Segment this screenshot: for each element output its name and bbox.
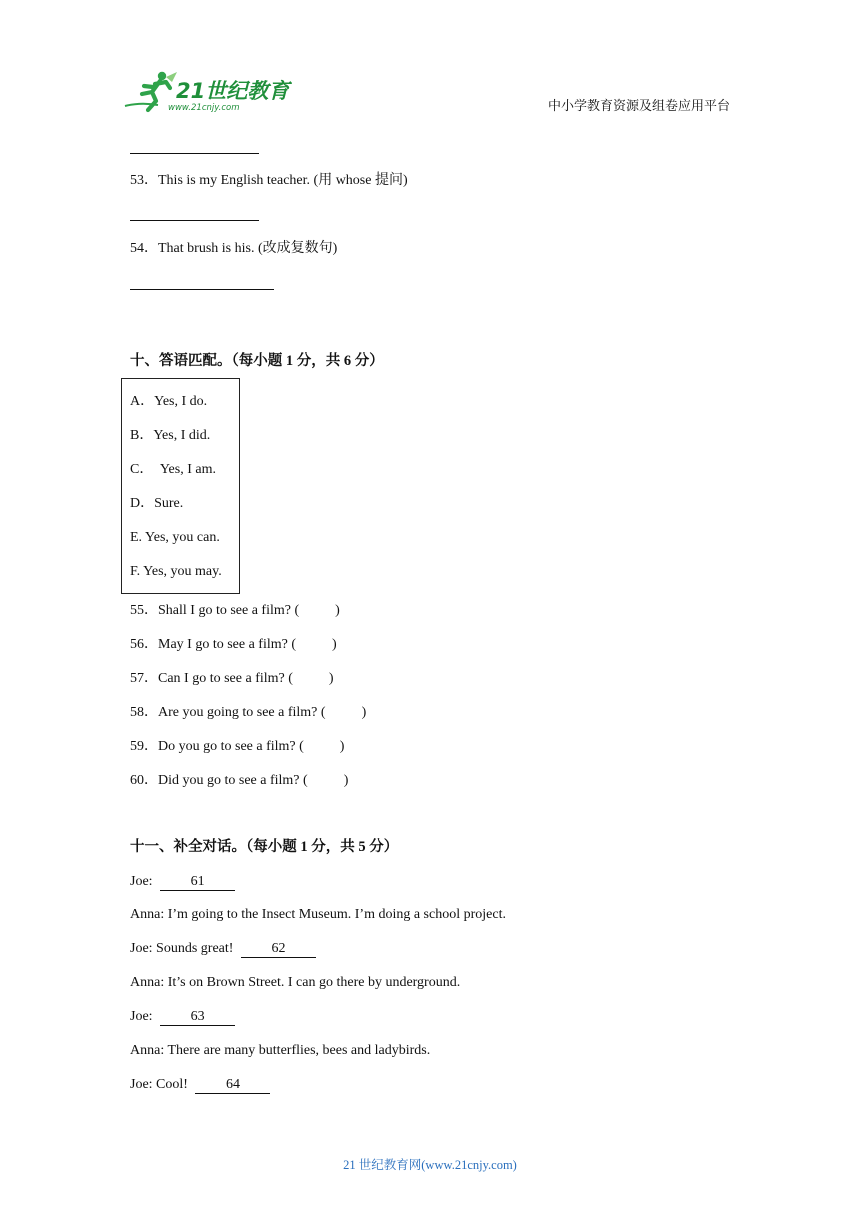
- question-55: [130, 602, 340, 620]
- close-paren: ): [328, 671, 334, 686]
- option-e: E. Yes, you can.: [130, 530, 220, 545]
- option-f: F. Yes, you may.: [130, 564, 222, 579]
- question-60: [130, 772, 348, 790]
- dialogue-line: [130, 873, 235, 891]
- question-53: [130, 172, 408, 190]
- header-tagline: 中小学教育资源及组卷应用平台: [548, 98, 731, 113]
- option-d: D．Sure.: [130, 496, 184, 511]
- question-54: [130, 240, 337, 258]
- question-number: 56．: [130, 637, 158, 652]
- question-57: [130, 670, 334, 688]
- logo-text: 21世纪教育: [176, 79, 290, 103]
- section-11-title: 十一、补全对话。（每小题 1 分，共 5 分）: [130, 839, 399, 855]
- answer-blank-62[interactable]: 62: [241, 941, 316, 958]
- option-b: B．Yes, I did.: [130, 428, 211, 443]
- footer-link[interactable]: 21 世纪教育网(www.21cnjy.com): [343, 1158, 517, 1172]
- question-text: May I go to see a film? (: [158, 637, 297, 652]
- dialogue-line: [130, 940, 316, 958]
- question-59: [130, 738, 344, 756]
- question-text: Did you go to see a film? (: [158, 773, 308, 788]
- logo-url: www.21cnjy.com: [168, 103, 240, 113]
- option-c: C． Yes, I am.: [130, 462, 216, 477]
- question-text: That brush is his. (改成复数句): [158, 241, 338, 256]
- close-paren: ): [335, 603, 340, 618]
- question-number: 59．: [130, 739, 158, 754]
- dialogue-line: [130, 1076, 270, 1094]
- question-number: 53．: [130, 173, 158, 188]
- question-number: 58．: [130, 705, 158, 720]
- dialogue-text: Joe:: [130, 874, 153, 889]
- dialogue-line: Anna: I’m going to the Insect Museum. I’m doing a school project.: [130, 907, 506, 922]
- dialogue-line: Anna: There are many butterflies, bees and ladybirds.: [130, 1043, 431, 1058]
- answer-blank-63[interactable]: 63: [160, 1009, 235, 1026]
- question-text: This is my English teacher. (用 whose 提问): [158, 173, 408, 188]
- dialogue-line: Anna: It’s on Brown Street. I can go there by underground.: [130, 975, 461, 990]
- close-paren: ): [339, 739, 345, 754]
- question-text: Can I go to see a film? (: [158, 671, 293, 686]
- close-paren: ): [332, 637, 337, 652]
- dialogue-text: Joe: Sounds great!: [130, 941, 234, 956]
- close-paren: ): [343, 773, 349, 788]
- dialogue-line: [130, 1008, 235, 1026]
- question-58: [130, 704, 366, 722]
- answer-line[interactable]: [130, 220, 259, 221]
- section-10-title: 十、答语匹配。（每小题 1 分，共 6 分）: [130, 353, 384, 369]
- question-number: 54．: [130, 241, 158, 256]
- question-number: 57．: [130, 671, 158, 686]
- option-a: A．Yes, I do.: [130, 394, 208, 409]
- question-text: Shall I go to see a film? (: [158, 603, 300, 618]
- dialogue-text: Joe: Cool!: [130, 1077, 188, 1092]
- answer-line[interactable]: [130, 153, 259, 154]
- question-text: Do you go to see a film? (: [158, 739, 304, 754]
- answer-blank-64[interactable]: 64: [195, 1077, 270, 1094]
- answer-blank-61[interactable]: 61: [160, 874, 235, 891]
- question-number: 60．: [130, 773, 158, 788]
- question-56: [130, 636, 337, 654]
- dialogue-text: Joe:: [130, 1009, 153, 1024]
- close-paren: ): [361, 705, 367, 720]
- question-text: Are you going to see a film? (: [158, 705, 326, 720]
- question-number: 55．: [130, 603, 158, 618]
- answer-line[interactable]: [130, 289, 274, 290]
- site-logo: [122, 68, 292, 114]
